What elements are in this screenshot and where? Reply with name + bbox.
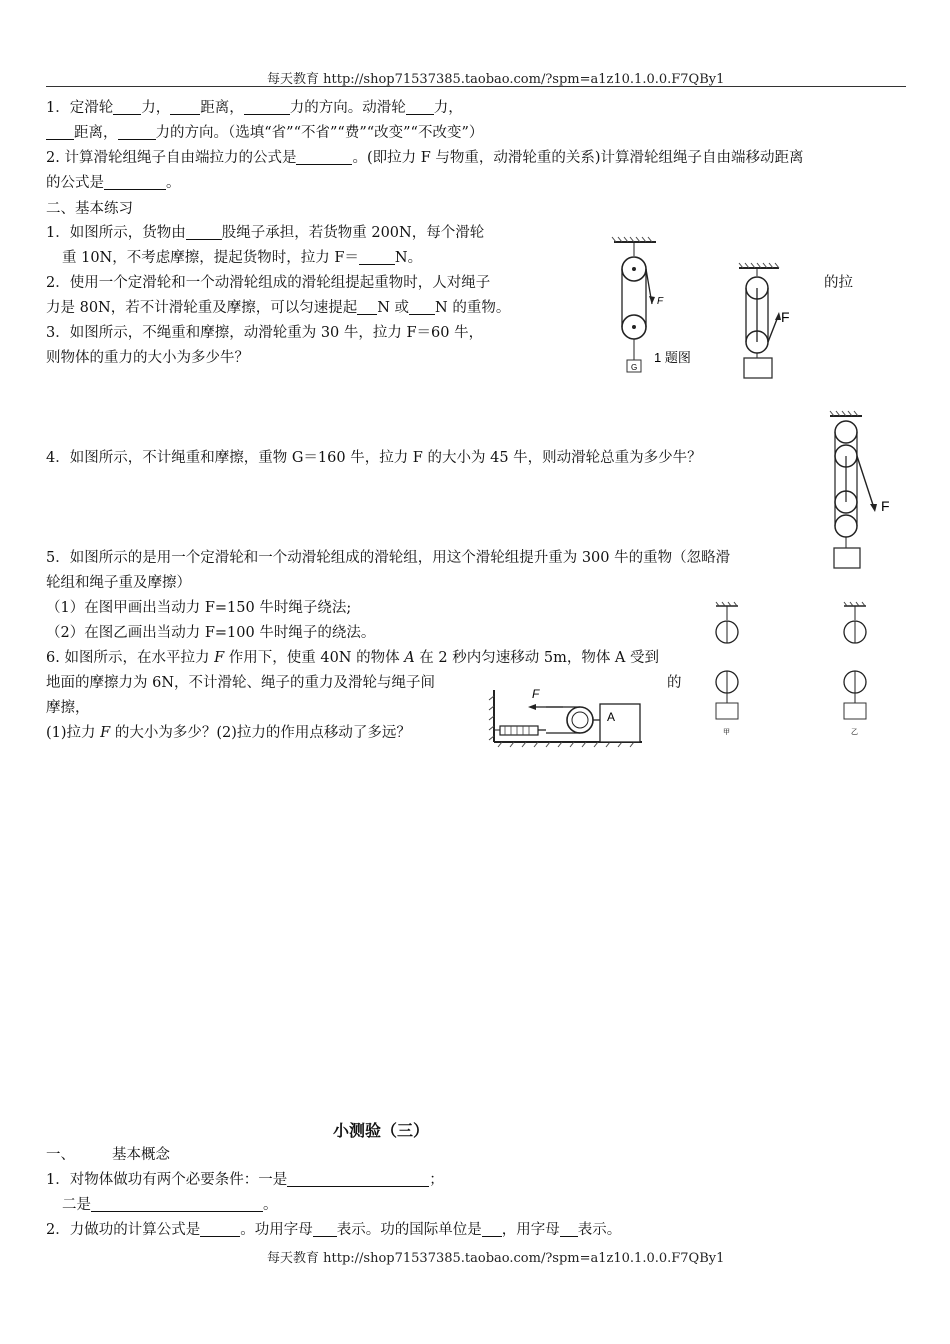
page-header: 每天教育 http://shop71537385.taobao.com/?spm=a1z10.1.0.0.F7QBy1: [267, 72, 725, 87]
figure-5-yi: [838, 602, 878, 737]
s2-q1-line1: 1．如图所示，货物由 股绳子承担，若货物重 200N，每个滑轮: [46, 225, 485, 241]
s2-q3-line2: 则物体的重力的大小为多少牛？: [46, 350, 249, 366]
header-rule: [46, 86, 906, 87]
section2-heading: 二、基本练习: [46, 201, 133, 217]
review-q2-line1: 2. 计算滑轮组绳子自由端拉力的公式是 。(即拉力 F 与物重，动滑轮重的关系)计算滑轮组绳子自由端移动距离: [46, 150, 804, 166]
quiz3-q1-line1: 1．对物体做功有两个必要条件：一是 ；: [46, 1172, 444, 1188]
page-footer: 每天教育 http://shop71537385.taobao.com/?spm=a1z10.1.0.0.F7QBy1: [267, 1251, 725, 1266]
s2-q2-line2: 力是 80N，若不计滑轮重及摩擦，可以匀速提起 N 或 N 的重物。: [46, 300, 511, 316]
figure-6-horizontal-pulley: [488, 686, 648, 748]
s2-q5-sub1: （1）在图甲画出当动力 F=150 牛时绳子绕法;: [46, 600, 352, 616]
s2-q3-line1: 3．如图所示，不绳重和摩擦，动滑轮重为 30 牛，拉力 F＝60 牛，: [46, 325, 484, 341]
figure-2-pulley: [735, 262, 805, 382]
review-q2-line2: 的公式是 。: [46, 175, 181, 191]
s2-q5-line1: 5．如图所示的是用一个定滑轮和一个动滑轮组成的滑轮组，用这个滑轮组提升重为 300 牛的重物（忽略滑: [46, 550, 731, 566]
s2-q2-line1-tail: 的拉: [824, 275, 853, 291]
quiz3-title: 小测验（三）: [333, 1121, 430, 1140]
s2-q6-line3: 摩擦，: [46, 700, 90, 716]
figure-1-pulley: [600, 236, 710, 378]
figure-6-force-label: F: [532, 687, 540, 701]
quiz3-q1-line2: 二是 。: [62, 1197, 278, 1213]
s2-q5-line2: 轮组和绳子重及摩擦）: [46, 575, 191, 591]
review-q1-line2: 距离， 力的方向。（选填“省”“不省”“费”“改变”“不改变”）: [46, 121, 483, 142]
figure-1-weight-label: G: [631, 363, 638, 372]
s2-q5-sub2: （2）在图乙画出当动力 F=100 牛时绳子的绕法。: [46, 625, 376, 641]
figure-4-pulley: [822, 410, 902, 572]
s2-q4: 4．如图所示，不计绳重和摩擦，重物 G＝160 牛，拉力 F 的大小为 45 牛，则动滑轮总重为多少牛？: [46, 450, 702, 466]
quiz3-section-name: 基本概念: [112, 1147, 170, 1163]
figure-6-block-label: A: [607, 710, 616, 724]
figure-5-jia: [710, 602, 750, 737]
s2-q6-line4: (1)拉力 F 的大小为多少？(2)拉力的作用点移动了多远？: [46, 725, 411, 741]
quiz3-section-number: 一、: [46, 1147, 75, 1163]
s2-q6-line2-tail: 的: [667, 675, 682, 691]
s2-q2-line1: 2．使用一个定滑轮和一个动滑轮组成的滑轮组提起重物时，人对绳子: [46, 275, 491, 291]
figure-5-caption-jia: 甲: [723, 729, 730, 736]
quiz3-q2: 2．力做功的计算公式是 。功用字母 表示。功的国际单位是 ，用字母 表示。: [46, 1222, 622, 1238]
figure-1-caption: 1 题图: [654, 350, 691, 365]
s2-q6-line2: 地面的摩擦力为 6N，不计滑轮、绳子的重力及滑轮与绳子间: [46, 675, 436, 691]
s2-q1-line2: 重 10N，不考虑摩擦，提起货物时，拉力 F＝ N。: [62, 250, 423, 266]
figure-4-force-label: F: [881, 498, 890, 514]
figure-2-force-label: F: [781, 309, 790, 325]
figure-1-force-label: F: [657, 296, 664, 307]
figure-5-caption-yi: 乙: [851, 729, 858, 736]
review-q1-line1: 1．定滑轮 力， 距离， 力的方向。动滑轮 力，: [46, 100, 463, 116]
s2-q6-line1: 6. 如图所示，在水平拉力 F 作用下，使重 40N 的物体 A 在 2 秒内匀速移动 5m，物体 A 受到: [46, 650, 660, 666]
